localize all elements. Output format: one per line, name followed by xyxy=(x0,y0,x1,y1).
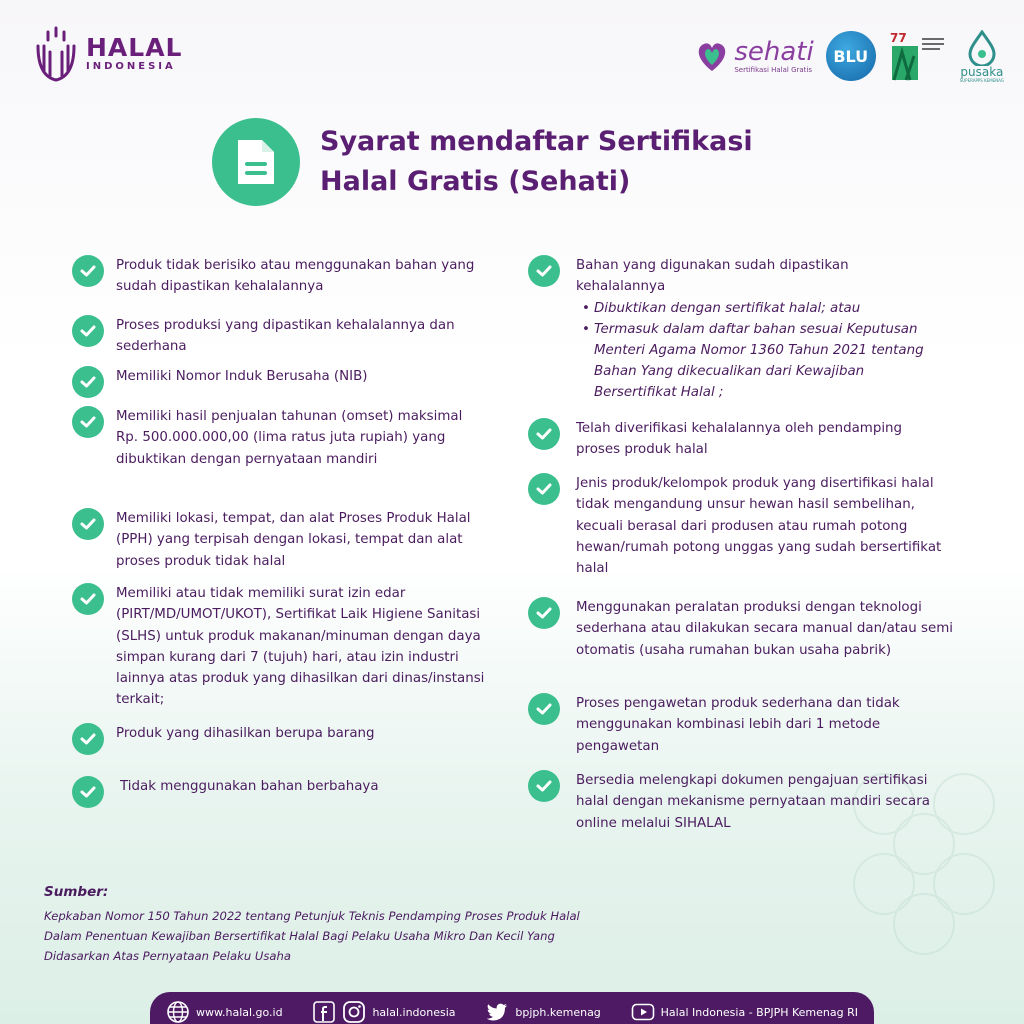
instagram-icon xyxy=(342,1000,366,1024)
source-text: Kepkaban Nomor 150 Tahun 2022 tentang Petunjuk Teknis Pendamping Proses Produk Halal Dalam Penentuan Kewajiban Bersertifikat Halal Bagi Pelaku Usaha Mikro Dan Kecil Yang Didasarkan Atas Pernyataan Pelaku Usaha xyxy=(44,909,580,963)
twitter-link[interactable] xyxy=(485,1000,600,1024)
source-block xyxy=(44,884,604,966)
list-item xyxy=(528,770,956,834)
list-item xyxy=(72,583,508,711)
sehati-logo xyxy=(694,38,813,74)
check-icon xyxy=(72,723,104,755)
heart-icon xyxy=(694,39,730,73)
partner-logos xyxy=(694,28,1004,84)
social-link[interactable] xyxy=(312,1000,455,1024)
twitter-text: bpjph.kemenag xyxy=(515,1005,601,1019)
sehati-wordmark: sehati xyxy=(734,37,814,67)
requirement-text: Menggunakan peralatan produksi dengan teknologi sederhana atau dilakukan secara manual dan/atau semi otomatis (usaha rumahan bukan usaha pabrik) xyxy=(576,600,953,658)
check-icon xyxy=(72,776,104,808)
requirement-text: Memiliki hasil penjualan tahunan (omset) maksimal Rp. 500.000.000,00 (lima ratus juta rupiah) yang dibuktikan dengan pernyataan mandiri xyxy=(116,409,463,467)
requirement-text: Memiliki Nomor Induk Berusaha (NIB) xyxy=(116,369,368,384)
requirement-text: Jenis produk/kelompok produk yang disertifikasi halal tidak mengandung unsur hewan hasil sembelihan, kecuali berasal dari produsen atau rumah potong hewan/rumah potong unggas yang sudah bersertifikat halal xyxy=(576,476,942,577)
document-icon xyxy=(212,118,300,206)
requirement-text: Produk yang dihasilkan berupa barang xyxy=(116,726,375,741)
pusaka-wordmark: pusaka xyxy=(960,64,1004,79)
logo-text-halal: HALAL xyxy=(86,33,183,62)
check-icon xyxy=(528,770,560,802)
check-icon xyxy=(528,597,560,629)
pusaka-logo xyxy=(960,30,1004,83)
pusaka-subtitle: SUPERAPPS KEMENAG xyxy=(959,77,1004,83)
list-item xyxy=(528,473,966,579)
kemenag-anniversary-logo xyxy=(888,28,948,84)
requirement-text: Tidak menggunakan bahan berbahaya xyxy=(120,779,379,794)
blu-logo: BLU xyxy=(826,31,876,81)
check-icon xyxy=(72,583,104,615)
requirement-text: Proses produksi yang dipastikan kehalalannya dan sederhana xyxy=(116,318,455,355)
requirement-text: Proses pengawetan produk sederhana dan tidak menggunakan kombinasi lebih dari 1 metode pengawetan xyxy=(576,696,900,754)
list-item xyxy=(72,315,486,358)
title-line-1: Syarat mendaftar Sertifikasi xyxy=(320,126,753,157)
list-item xyxy=(72,508,491,572)
list-item xyxy=(528,255,950,403)
title-block xyxy=(212,118,753,206)
svg-text:77: 77 xyxy=(889,31,907,45)
requirement-text: Bersedia melengkapi dokumen pengajuan sertifikasi halal dengan mekanisme pernyataan mandiri secara online melalui SIHALAL xyxy=(576,773,930,831)
check-icon xyxy=(72,508,104,540)
check-icon xyxy=(72,406,104,438)
check-icon xyxy=(72,366,104,398)
list-item xyxy=(528,693,956,757)
list-item xyxy=(72,255,496,298)
logo-text-indonesia: INDONESIA xyxy=(86,61,176,72)
sehati-tagline: Sertifikasi Halal Gratis xyxy=(734,66,812,74)
list-item xyxy=(528,418,906,461)
youtube-link[interactable] xyxy=(631,1000,858,1024)
requirement-text: Bahan yang digunakan sudah dipastikan kehalalannya xyxy=(576,258,849,295)
footer-bar xyxy=(150,992,874,1024)
requirement-text: Produk tidak berisiko atau menggunakan bahan yang sudah dipastikan kehalalannya xyxy=(116,258,475,295)
list-item xyxy=(528,597,966,661)
twitter-icon xyxy=(485,1000,509,1024)
check-icon xyxy=(528,418,560,450)
sub-list xyxy=(582,298,950,403)
halal-indonesia-logo xyxy=(34,26,182,82)
halal-logo-icon xyxy=(34,26,78,82)
list-item xyxy=(72,406,476,470)
globe-icon xyxy=(166,1000,190,1024)
requirement-text: Memiliki lokasi, tempat, dan alat Proses Produk Halal (PPH) yang terpisah dengan lokasi, tempat dan alat proses produk tidak halal xyxy=(116,511,471,569)
youtube-text: Halal Indonesia - BPJPH Kemenag RI xyxy=(660,1005,858,1019)
list-item xyxy=(72,366,496,398)
check-icon xyxy=(528,473,560,505)
website-link[interactable] xyxy=(166,1000,283,1024)
social-text: halal.indonesia xyxy=(372,1005,456,1019)
website-text: www.halal.go.id xyxy=(196,1005,283,1019)
check-icon xyxy=(528,693,560,725)
check-icon xyxy=(72,255,104,287)
check-icon xyxy=(72,315,104,347)
drop-icon xyxy=(967,30,997,66)
sub-list-item: • Termasuk dalam daftar bahan sesuai Keputusan Menteri Agama Nomor 1360 Tahun 2021 tentang Bahan Yang dikecualikan dari Kewajiban Bersertifikat Halal ; xyxy=(582,319,950,403)
check-icon xyxy=(528,255,560,287)
sub-list-item: • Dibuktikan dengan sertifikat halal; atau xyxy=(582,298,950,319)
list-item xyxy=(72,776,500,808)
page-title xyxy=(320,122,753,202)
list-item xyxy=(72,723,496,755)
requirement-text: Memiliki atau tidak memiliki surat izin edar (PIRT/MD/UMOT/UKOT), Sertifikat Laik Higiene Sanitasi (SLHS) untuk produk makanan/minuman dengan daya simpan kurang dari 7 (tujuh) hari, atau izin industri lainnya atas produk yang dihasilkan dari dinas/instansi terkait; xyxy=(116,586,485,708)
facebook-icon xyxy=(312,1000,336,1024)
source-heading: Sumber: xyxy=(44,884,109,900)
youtube-icon xyxy=(631,1000,655,1024)
title-line-2: Halal Gratis (Sehati) xyxy=(320,166,631,197)
requirement-text: Telah diverifikasi kehalalannya oleh pendamping proses produk halal xyxy=(576,421,903,458)
